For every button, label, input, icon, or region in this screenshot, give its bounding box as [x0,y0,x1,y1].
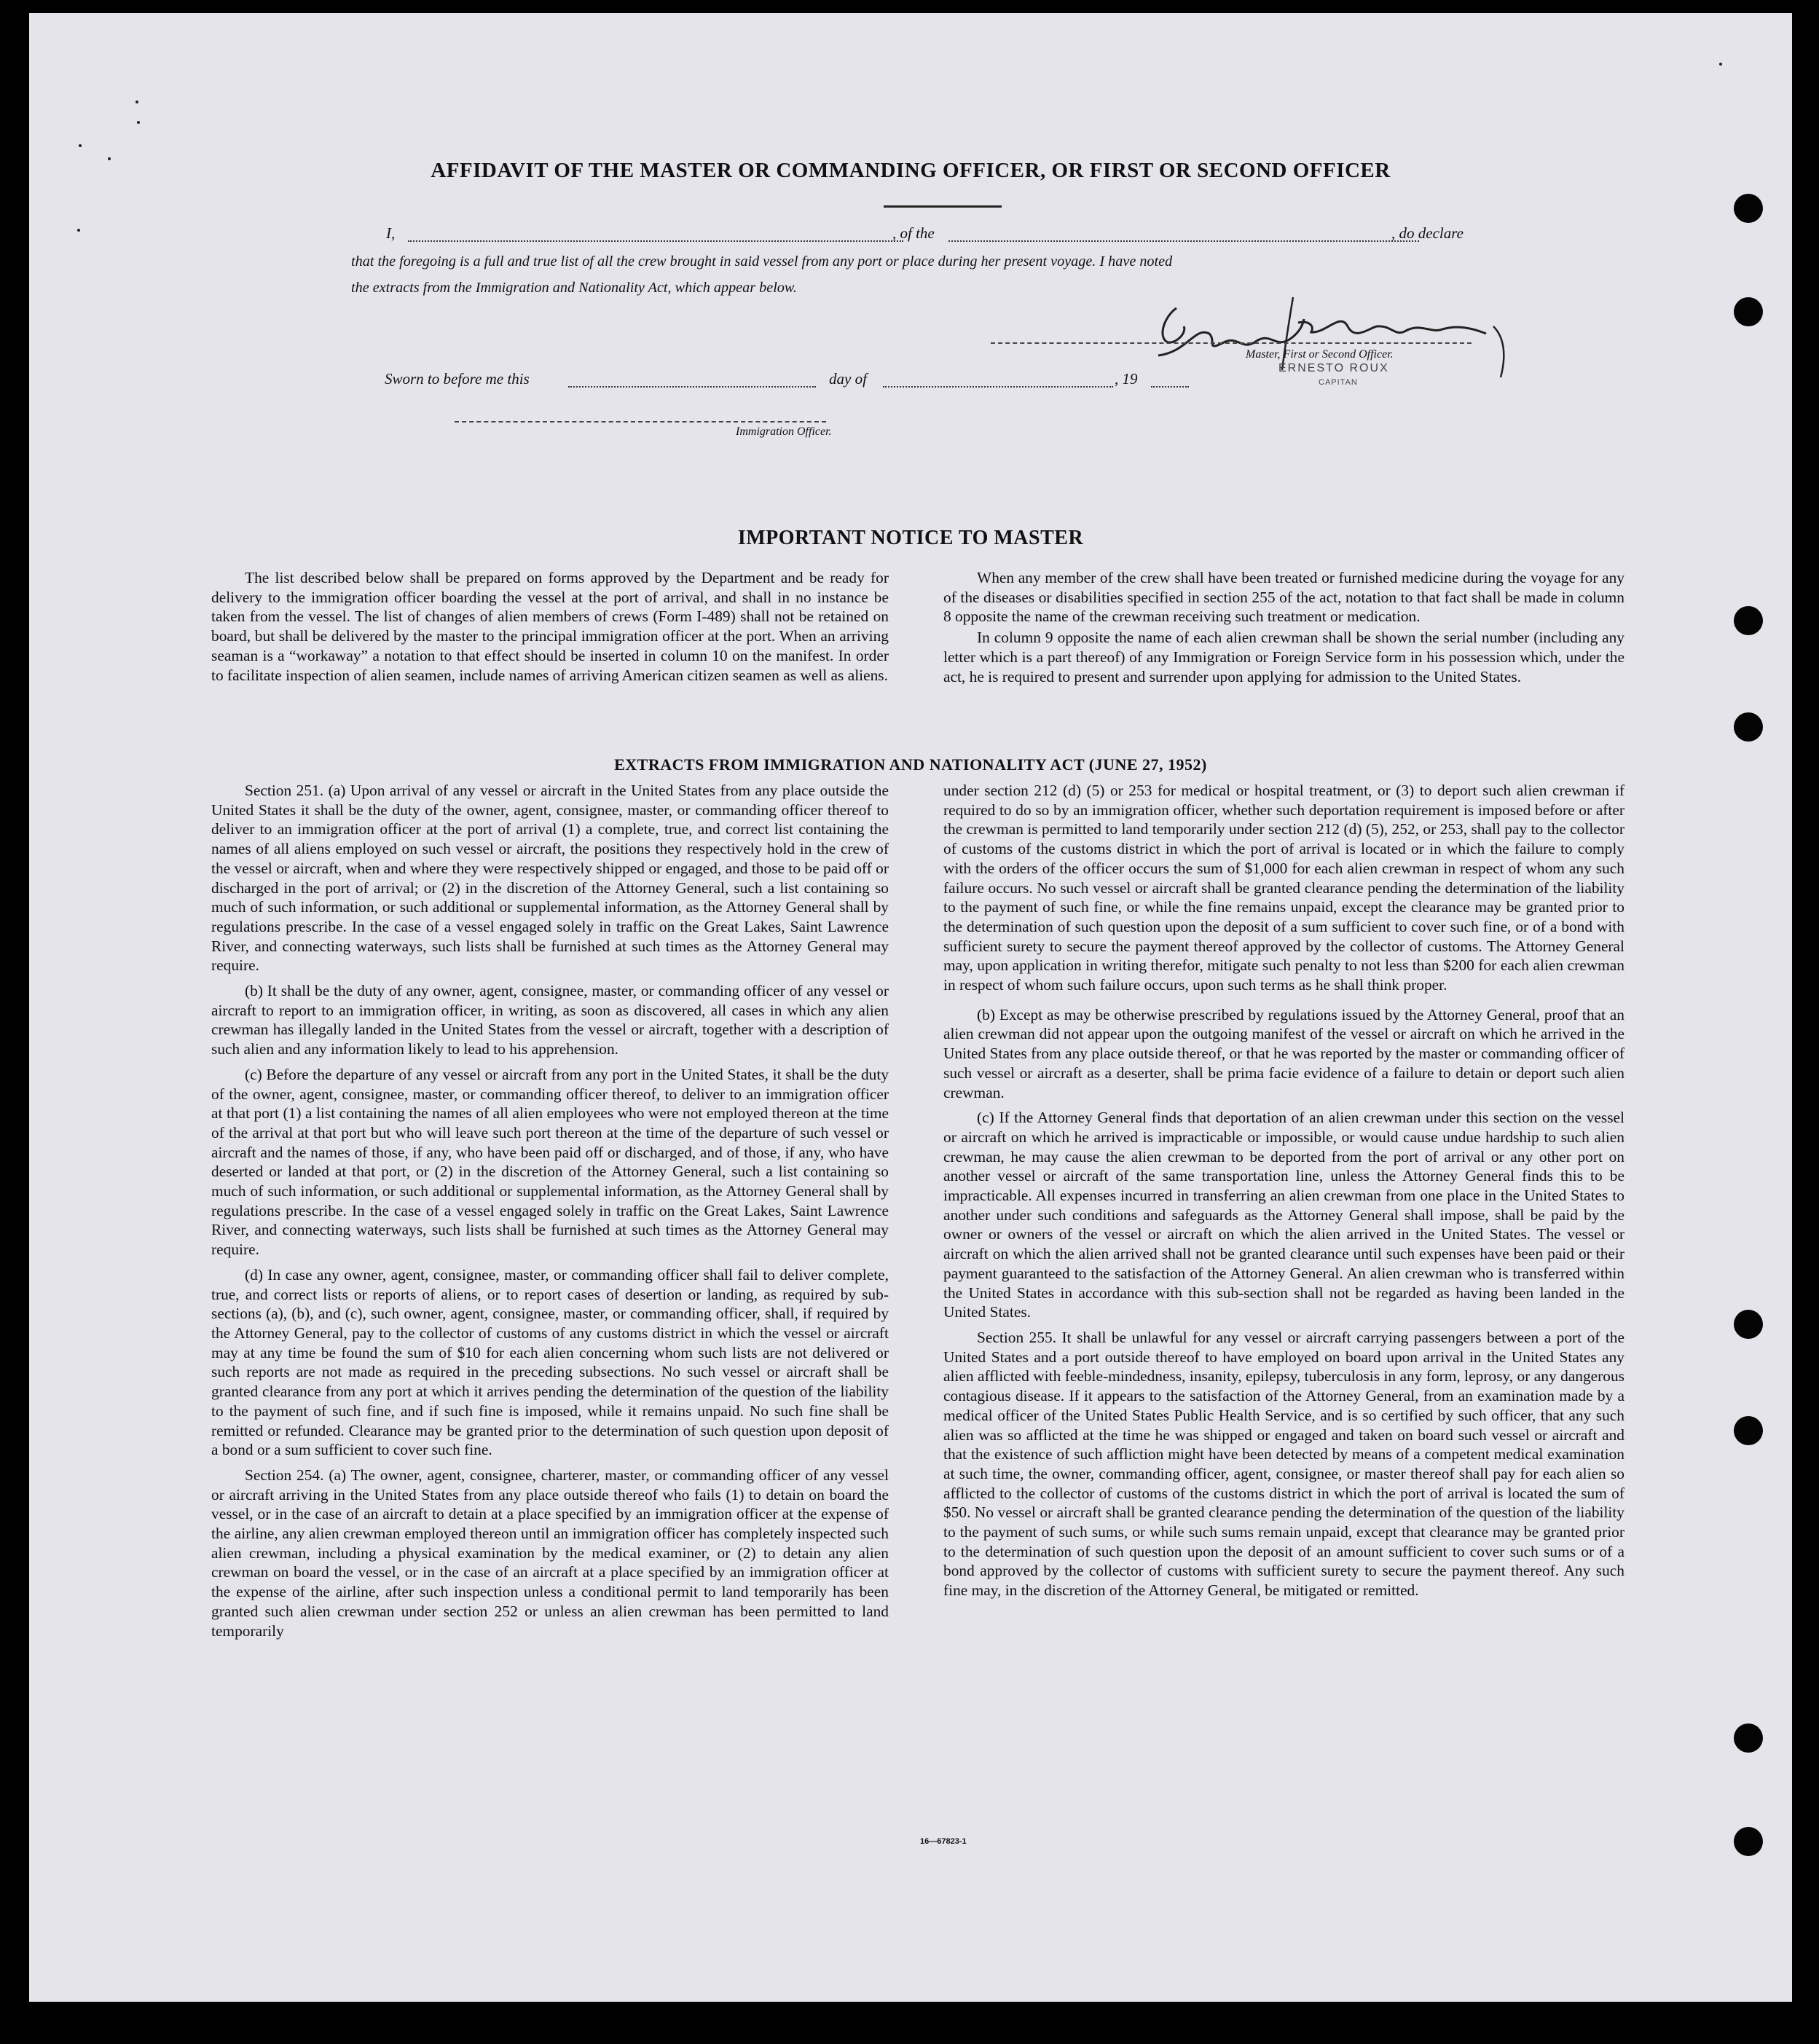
officer-signature-line [455,421,826,422]
notice-right-paragraph-2: In column 9 opposite the name of each alien crewman shall be shown the serial number (including any letter which is a part thereof) of any Immigration or Foreign Service form in his possession which, under the act, he is required to present and surrender upon applying for admission to the United States. [943,629,1624,685]
sworn-day-line [568,386,816,388]
sworn-month-line [883,386,1113,388]
notice-left-column [211,568,889,691]
extracts-title: EXTRACTS FROM IMMIGRATION AND NATIONALITY ACT (JUNE 27, 1952) [614,755,1207,774]
year-line [1151,386,1189,388]
section-254a: Section 254. (a) The owner, agent, consignee, charterer, master, or commanding officer of any vessel or aircraft arriving in the United States from any place outside thereof who fails (1) to detain on board the vessel, or in the case of an aircraft to detain at a place specified by an immigration officer at the expense of the airline, any alien crewman employed thereon until an immigration officer has completely inspected such alien crewman, including a physical examination by the medical examiner, or (2) to detain any alien crewman on board the vessel, or in the case of an aircraft at a place specified by an immigration officer at the expense of the airline, after such inspection unless a conditional permit to land temporarily has been granted such alien crewman under section 252 or unless an alien crewman has been permitted to land temporarily [211,1466,889,1640]
sworn-label: Sworn to before me this [385,370,530,388]
binder-hole [1734,712,1763,742]
section-255: Section 255. It shall be unlawful for any vessel or aircraft carrying passengers between a port of the United States and a port outside thereof to have employed on board upon arrival in the United States any alien afflicted with feeble-mindedness, insanity, epilepsy, tuberculosis in any form, leprosy, or any dangerous contagious disease. If it appears to the satisfaction of the Attorney General, from an examination made by a medical officer of the United States Public Health Service, and is so certified by such officer, that any such alien was so afflicted at the time he was shipped or engaged and taken on board such vessel or aircraft and that the existence of such affliction might have been detected by means of a competent medical examination at such time, the owner, commanding officer, agent, consignee, or master thereof shall pay for each alien so afflicted to the collector of customs of the customs district in which the port of arrival is located the sum of $50. No vessel or aircraft shall be granted clearance pending the determination of the question of the liability to the payment of such sums, or while such sums remain unpaid, except that clearance may be granted prior to the determination of such question upon the deposit of an amount sufficient to cover such sums or of a bond approved by the collector of customs with sufficient surety to secure the payment thereof. Any such fine may, in the discretion of the Attorney General, be mitigated or remitted. [943,1328,1624,1600]
binder-hole [1734,1416,1763,1445]
affidavit-title: AFFIDAVIT OF THE MASTER OR COMMANDING OFFICER, OR FIRST OR SECOND OFFICER [431,159,1391,182]
notice-left-paragraph: The list described below shall be prepared on forms approved by the Department and be ready for delivery to the immigration officer boarding the vessel at the port of arrival, and shall in no instance be taken from the vessel. The list of changes of alien members of crews (Form I-489) shall not be retained on board, but shall be delivered by the master to the principal immigration officer at the port. When an arriving seaman is a “workaway” a notation to that effect should be inserted in column 10 on the manifest. In order to facilitate inspection of alien seamen, include names of arriving American citizen seamen as well as aliens. [211,569,889,684]
speck [1719,63,1722,66]
affidavit-statement: that the foregoing is a full and true list of all the crew brought in said vessel from any port or place during her present voyage. I have noted [351,253,1173,270]
section-251a: Section 251. (a) Upon arrival of any vessel or aircraft in the United States from any place outside the United States it shall be the duty of the owner, agent, consignee, master, or commanding officer thereof to deliver to an immigration officer at the port of arrival (1) a complete, true, and correct list containing the names of all aliens employed on such vessel or aircraft, the positions they respectively hold in the crew of the vessel or aircraft, when and where they were respectively shipped or engaged, and those to be paid off or discharged in the port of arrival; or (2) in the discretion of the Attorney General, such a list containing so much of such information, or such additional or supplemental information, as the Attorney General shall by regulations prescribe. In the case of a vessel engaged solely in traffic on the Great Lakes, Saint Lawrence River, and connecting waterways, such lists shall be furnished at such times as the Attorney General may require. [211,782,889,975]
section-251b: (b) It shall be the duty of any owner, agent, consignee, master, or commanding officer of any vessel or aircraft to report to an immigration officer, in writing, as soon as discovered, all cases in which any alien crewman has illegally landed in the United States from the vessel or aircraft, together with a description of such alien and any information likely to lead to his apprehension. [211,982,889,1058]
section-251c: (c) Before the departure of any vessel or aircraft from any port in the United States, it shall be the duty of the owner, agent, consignee, master, or commanding officer thereof, to deliver to an immigration officer at that port (1) a list containing the names of all alien employees who were not employed thereon at the time of the arrival at that port but who will leave such port thereon at the time of the departure of such vessel or aircraft and the names of those, if any, who have been paid off or discharged, and of those, if any, who have deserted or landed at that port, or (2) in the discretion of the Attorney General, such a list containing so much of such information, or such additional or supplemental information, as the Attorney General shall by regulations prescribe. In the case of a vessel engaged solely in traffic on the Great Lakes, Saint Lawrence River, and connecting waterways, such lists shall be furnished at such times as the Attorney General may require. [211,1065,889,1259]
section-254c: (c) If the Attorney General finds that deportation of an alien crewman under this section on the vessel or aircraft on which he arrived is impracticable or impossible, or would cause undue hardship to such alien crewman, he may cause the alien crewman to be deported from the port of arrival or any other port on another vessel or aircraft of the same transportation line, unless the Attorney General finds this to be impracticable. All expenses incurred in transferring an alien crewman from one place in the United States to another under such conditions and safeguards as the Attorney General shall impose, shall be paid by the owner or owners of the vessel or aircraft on which the alien arrived in the United States. The vessel or aircraft on which the alien arrived shall not be granted clearance until such expenses have been paid or their payment guaranteed to the satisfaction of the Attorney General. An alien crewman who is transferred within the United States in accordance with this sub-section shall not be regarded as having been landed in the United States. [943,1109,1624,1321]
name-stamp: ERNESTO ROUX [1278,362,1389,374]
speck [135,101,138,103]
handwritten-signature [1107,283,1544,392]
speck [77,229,80,232]
notice-title: IMPORTANT NOTICE TO MASTER [737,527,1084,549]
section-251d: (d) In case any owner, agent, consignee, master, or commanding officer shall fail to deliver complete, true, and correct lists or reports of aliens, or to report cases of desertion or landing, as required by sub-sections (a), (b), and (c), such owner, agent, consignee, master, or commanding officer, shall, if required by the Attorney General, pay to the collector of customs of any customs district in which the vessel or aircraft may at any time be found the sum of $10 for each alien concerning whom such lists are not delivered or such reports are not made as required in the preceding subsections. No such vessel or aircraft shall be granted clearance from any port at which it arrives pending the determination of the question of the liability to the payment of such fine, and if such fine is imposed, while it remains unpaid. No such fine shall be remitted or refunded. Clearance may be granted prior to the determination of such question upon deposit of a bond or a sum sufficient to cover such fine. [211,1265,889,1459]
affidavit-statement-cont: the extracts from the Immigration and Nationality Act, which appear below. [351,280,797,296]
document-page [29,13,1792,2002]
affidavit-of-the: , of the [892,224,935,242]
signature-caption: Master, First or Second Officer. [1246,348,1394,361]
officer-caption: Immigration Officer. [736,425,832,438]
extracts-left-column [211,781,889,1646]
binder-hole [1734,1723,1763,1753]
form-number: 16—67823-1 [920,1837,967,1846]
title-stamp: CAPITAN [1319,378,1358,387]
binder-hole [1734,297,1763,326]
day-of-label: day of [829,370,867,388]
name-blank-line [408,240,903,242]
year-label: , 19 [1115,370,1138,388]
vessel-blank-line [948,240,1419,242]
affidavit-declare: , do declare [1391,224,1464,242]
binder-hole [1734,606,1763,635]
notice-right-paragraph-1: When any member of the crew shall have been treated or furnished medicine during the voyage for any of the diseases or disabilities specified in section 255 of the act, notation to that fact shall be made in column 8 opposite the name of the crewman receiving such treatment or medication. [943,569,1624,626]
binder-hole [1734,1310,1763,1339]
notice-right-column [943,568,1624,692]
section-254b: (b) Except as may be otherwise prescribed by regulations issued by the Attorney General, proof that an alien crewman did not appear upon the outgoing manifest of the vessel or aircraft on which he arrived in the United States from any place outside thereof, or that he was reported by the master or commanding officer of such vessel or aircraft as a deserter, shall be prima facie evidence of a failure to detain or deport such alien crewman. [943,1005,1624,1101]
section-254a-continued: under section 212 (d) (5) or 253 for medical or hospital treatment, or (3) to deport such alien crewman if required to do so by an immigration officer, whether such deportation requirement is imposed before or after the crewman is permitted to land temporarily under section 212 (d) (5), 252, or 253, shall pay to the collector of customs of the customs district in which the port of arrival is located or in which the failure to comply with the orders of the officer occurs the sum of $1,000 for each alien crewman in respect of whom any such failure occurs. No such vessel or aircraft shall be granted clearance pending the determination of the liability to the payment of such fine, or while the fine remains unpaid, except the clearance may be granted prior to the determination of such question upon the deposit of a sum sufficient to cover such fine, or of a bond with sufficient surety to secure the payment thereof approved by the collector of customs. The Attorney General may, upon application in writing therefor, mitigate such penalty to not less than $200 for each alien crewman in respect of whom such failure occurs, upon such terms as he shall think proper. [943,782,1624,994]
title-rule [884,205,1002,208]
speck [137,121,140,124]
affidavit-i: I, [386,224,396,242]
binder-hole [1734,1827,1763,1856]
binder-hole [1734,194,1763,223]
speck [79,144,82,147]
signature-line [991,342,1472,344]
extracts-right-column [943,781,1624,1606]
